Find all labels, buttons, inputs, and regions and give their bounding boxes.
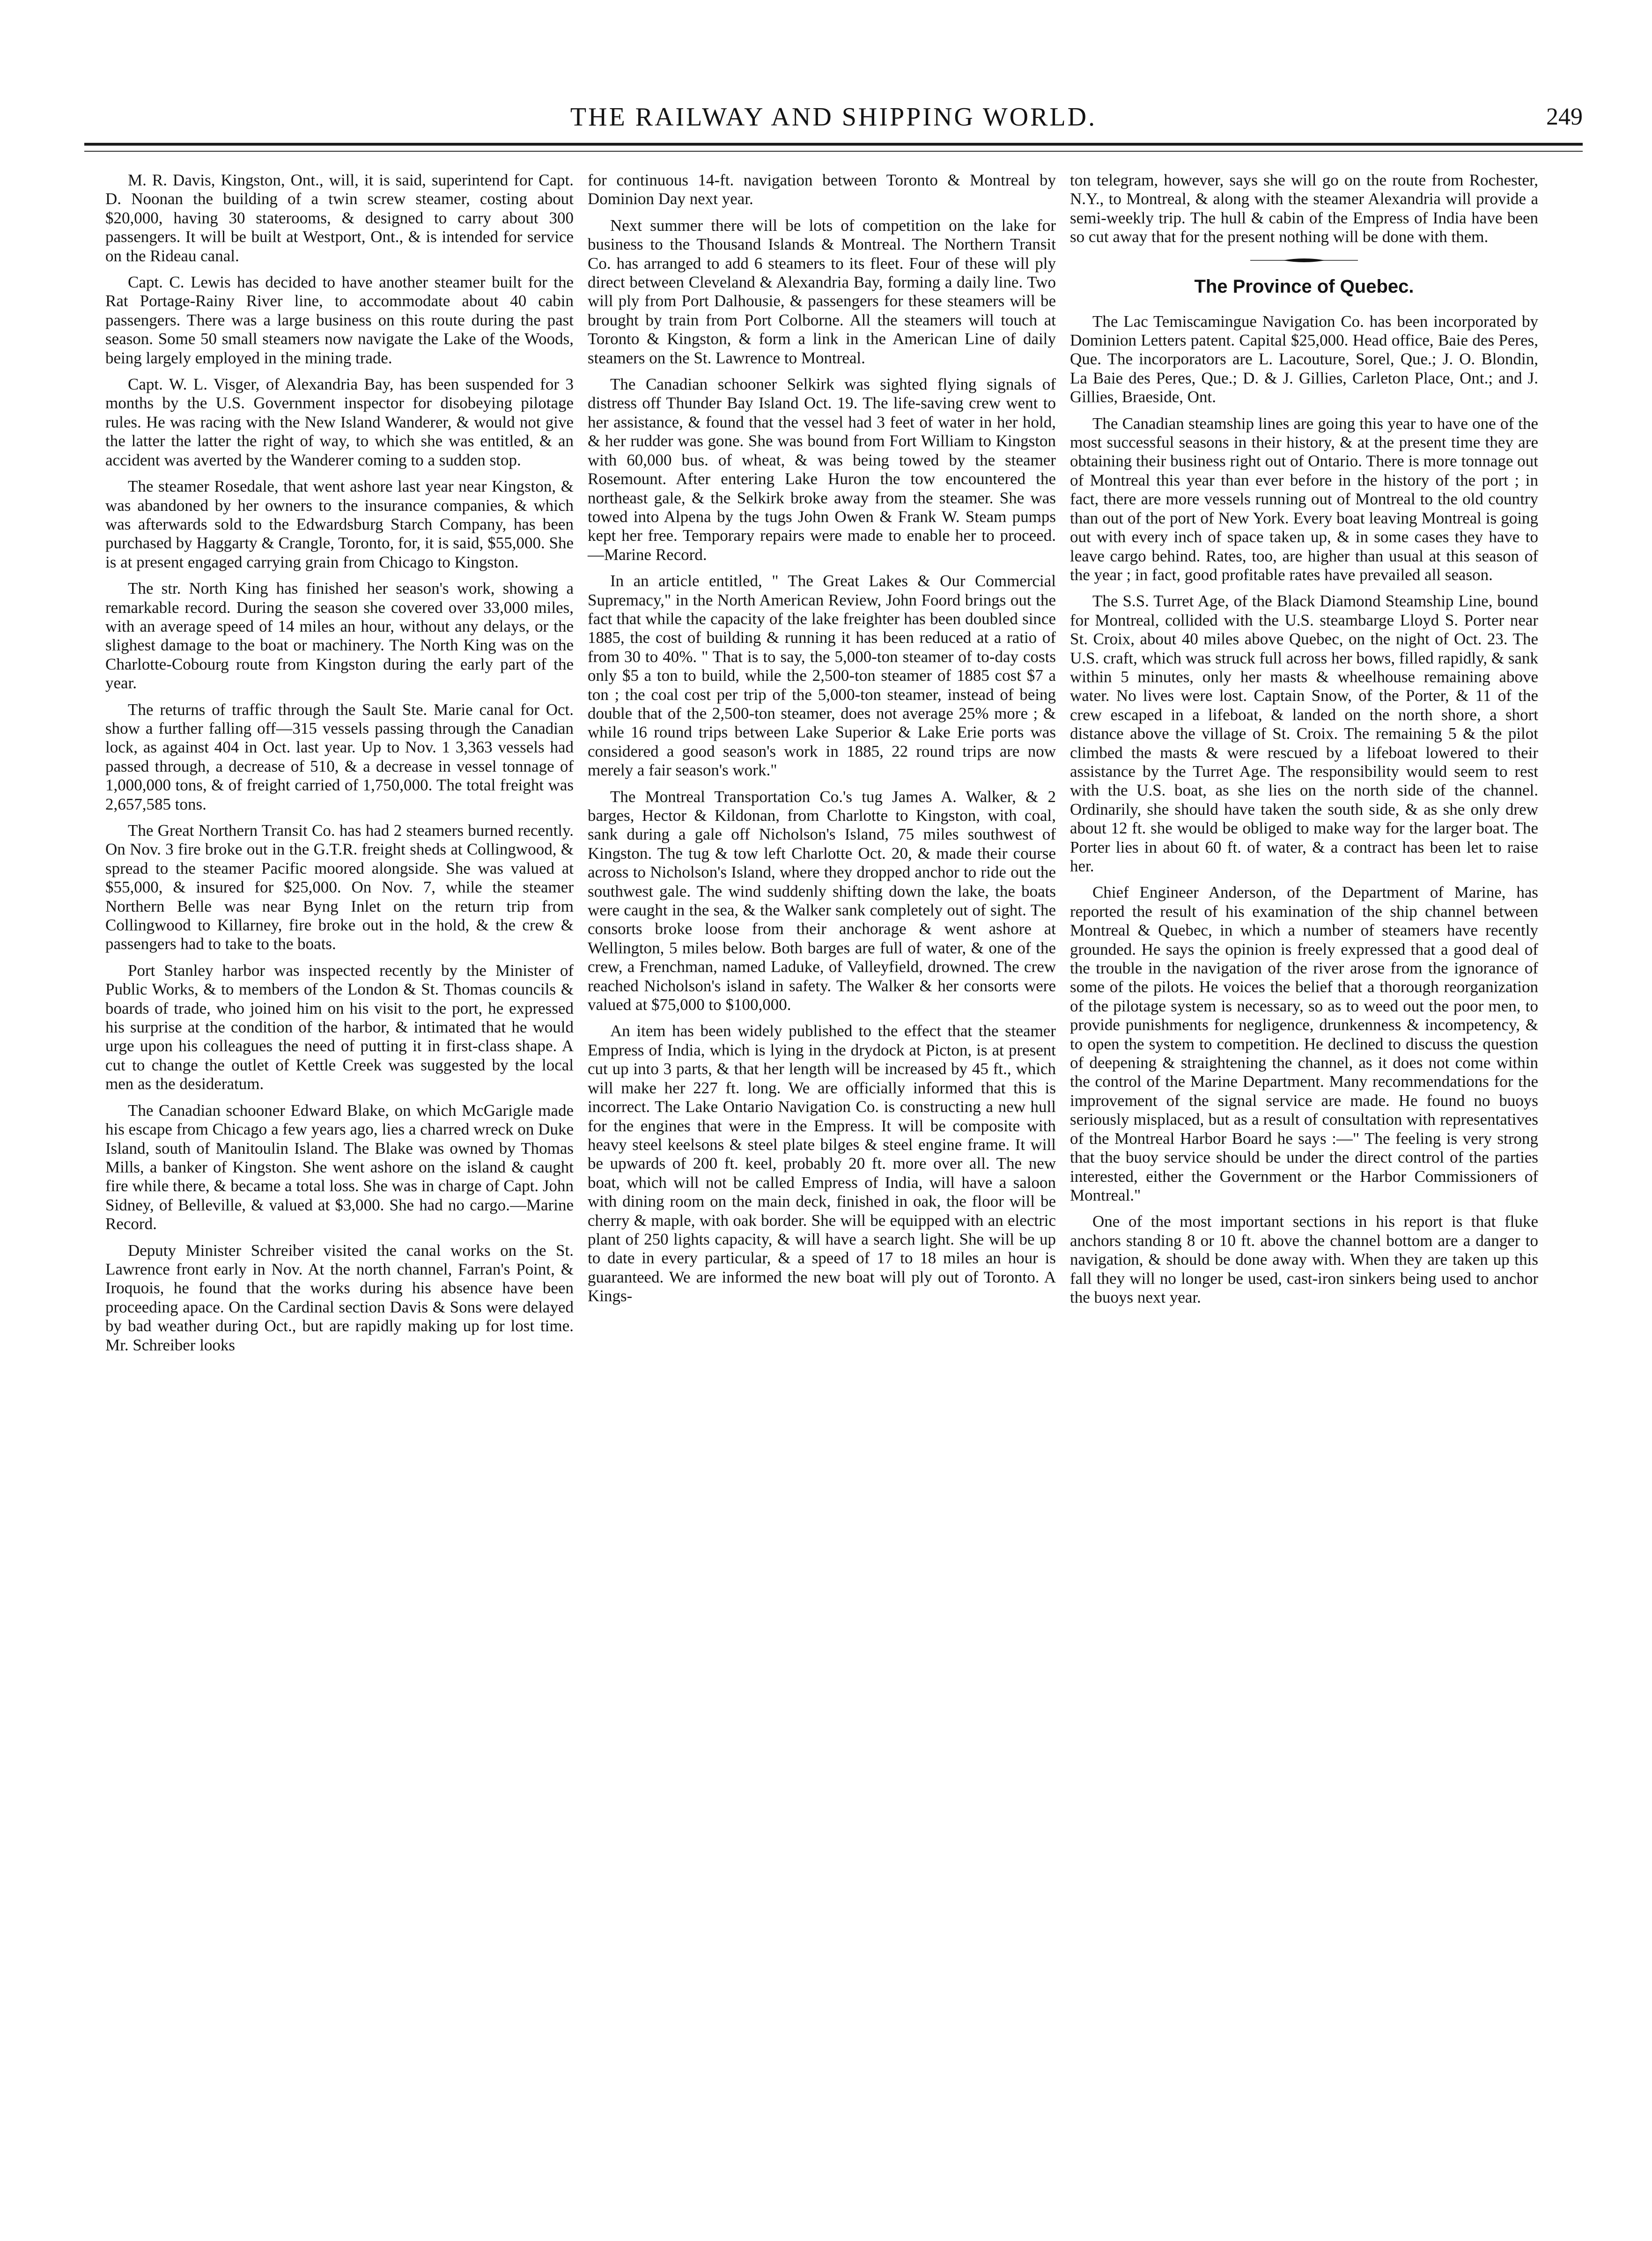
article-paragraph: Port Stanley harbor was inspected recently by the Minister of Public Works, & to members of the London & St. Thomas councils & boards of trade, who joined him on his visit to the port, he expressed his surprise at the condition of the harbor, & intimated that he would urge upon his colleagues the need of putting it in first-class shape. A cut to change the outlet of Kettle Creek was suggested by the local men as the desideratum. — [105, 961, 574, 1093]
article-paragraph: The Lac Temiscamingue Navigation Co. has been incorporated by Dominion Letters patent. Capital $25,000. Head office, Baie des Peres, Que. The incorporators are L. Lacouture, Sorel, Que.; J. O. Blondin, La Baie des Peres, Que.; D. & J. Gillies, Carleton Place, Ont.; and J. Gillies, Braeside, Ont. — [1070, 312, 1538, 406]
article-paragraph: Chief Engineer Anderson, of the Department of Marine, has reported the result of his examination of the ship channel between Montreal & Quebec, in which a number of steamers have recently grounded. He says the opinion is freely expressed that a good deal of the trouble in the navigation of the river arose from the ignorance of some of the pilots. He voices the belief that a thorough reorganization of the pilotage system is necessary, so as to weed out the poor men, to provide punishments for negligence, drunkenness & incompetency, & to open the system to competition. He declined to discuss the question of deepening & straightening the channel, as it does not come within the control of the Marine Department. Many recommendations for the improvement of the signal service are made. He found no buoys seriously misplaced, but as a result of consultation with representatives of the Montreal Harbor Board he says :—" The feeling is very strong that the buoy service should be under the direct control of the parties interested, either the Government or the Harbor Commissioners of Montreal." — [1070, 883, 1538, 1204]
header-rule-thick — [84, 143, 1583, 146]
article-paragraph: An item has been widely published to the effect that the steamer Empress of India, which is lying in the drydock at Picton, is at present cut up into 3 parts, & that her length will be increased by 45 ft., which will make her 227 ft. long. We are officially informed that this is incorrect. The Lake Ontario Navigation Co. is constructing a new hull for the engines that were in the Empress. It will be composite with heavy steel keelsons & steel plate bilges & steel engine frame. It will be upwards of 200 ft. keel, probably 20 ft. more over all. The new boat, which will not be called Empress of India, will have a saloon with dining room on the main deck, finished in oak, the floor will be cherry & maple, with oak border. She will be equipped with an electric plant of 250 lights capacity, & will have a search light. She will be up to date in every particular, & a speed of 17 to 18 miles an hour is guaranteed. We are informed the new boat will ply out of Toronto. A Kings- — [588, 1022, 1056, 1305]
article-paragraph: Capt. W. L. Visger, of Alexandria Bay, has been suspended for 3 months by the U.S. Government inspector for disobeying pilotage rules. He was racing with the New Island Wanderer, & would not give the latter the latter the right of way, to which she was entitled, & an accident was averted by the Wanderer coming to a sudden stop. — [105, 375, 574, 469]
header-rule-thin — [84, 151, 1583, 152]
page-number: 249 — [1546, 103, 1583, 130]
column-2 — [588, 171, 1056, 1313]
column-1 — [105, 171, 574, 1362]
article-paragraph: In an article entitled, " The Great Lakes & Our Commercial Supremacy," in the North American Review, John Foord brings out the fact that while the capacity of the lake freighter has been doubled since 1885, the cost of building & running it has been reduced at a ratio of from 30 to 40%. " That is to say, the 5,000-ton steamer of to-day costs only $5 a ton to build, while the 2,500-ton steamer of 1885 cost $7 a ton ; the coal cost per trip of the 5,000-ton steamer, instead of being double that of the 2,500-ton steamer, does not average 25% more ; & while 16 round trips between Lake Superior & Lake Erie ports was considered a good season's work in 1885, 22 round trips are now merely a fair season's work." — [588, 572, 1056, 780]
article-paragraph: The steamer Rosedale, that went ashore last year near Kingston, & was abandoned by her owners to the insurance companies, & which was afterwards sold to the Edwardsburg Starch Company, has been purchased by Haggarty & Crangle, Toronto, for, it is said, $55,000. She is at present engaged carrying grain from Chicago to Kingston. — [105, 477, 574, 571]
article-paragraph: M. R. Davis, Kingston, Ont., will, it is said, superintend for Capt. D. Noonan the building of a twin screw steamer, costing about $20,000, having 30 staterooms, & designed to carry about 300 passengers. It will be built at Westport, Ont., & is intended for service on the Rideau canal. — [105, 171, 574, 265]
masthead — [84, 101, 1583, 138]
article-paragraph-continued: for continuous 14-ft. navigation between Toronto & Montreal by Dominion Day next year. — [588, 171, 1056, 208]
article-paragraph: Next summer there will be lots of competition on the lake for business to the Thousand Islands & Montreal. The Northern Transit Co. has arranged to add 6 steamers to its fleet. Four of these will ply direct between Cleveland & Alexandria Bay, forming a daily line. Two will ply from Port Dalhousie, & passengers for these steamers will be brought by train from Port Colborne. All the steamers will touch at Toronto & Kingston, & form a link in the American Line of daily steamers on the St. Lawrence to Montreal. — [588, 216, 1056, 367]
article-paragraph: The S.S. Turret Age, of the Black Diamond Steamship Line, bound for Montreal, collided with the U.S. steambarge Lloyd S. Porter near St. Croix, about 40 miles above Quebec, on the night of Oct. 23. The U.S. craft, which was struck full across her bows, filled rapidly, & sank within 5 minutes, only her masts & wheelhouse remaining above water. No lives were lost. Captain Snow, of the Porter, & 11 of the crew escaped in a lifeboat, & landed on the north shore, a short distance above the village of St. Croix. The remaining 5 & the pilot climbed the masts & were rescued by a lifeboat lowered to their assistance by the Turret Age. The responsibility would seem to rest with the U.S. boat, as she lies on the north side of the channel. Ordinarily, she should have taken the south side, & as she only drew about 12 ft. she would be obliged to make way for the larger boat. The Porter lies in about 60 ft. of water, & a contract has been let to raise her. — [1070, 592, 1538, 875]
article-paragraph: Deputy Minister Schreiber visited the canal works on the St. Lawrence front early in Nov. At the north channel, Farran's Point, & Iroquois, he found that the works during his absence have been proceeding apace. On the Cardinal section Davis & Sons were delayed by bad weather during Oct., but are rapidly making up for lost time. Mr. Schreiber looks — [105, 1241, 574, 1354]
section-divider-ornament — [1250, 258, 1358, 263]
article-paragraph: The Canadian schooner Edward Blake, on which McGarigle made his escape from Chicago a few years ago, lies a charred wreck on Duke Island, south of Manitoulin Island. The Blake was owned by Thomas Mills, a banker of Kingston. She went ashore on the island & caught fire while there, & became a total loss. She was in charge of Capt. John Sidney, of Belleville, & valued at $3,000. She had no cargo.—Marine Record. — [105, 1101, 574, 1233]
article-paragraph: The str. North King has finished her season's work, showing a remarkable record. During the season she covered over 33,000 miles, with an average speed of 14 miles an hour, without any delays, or the slighest damage to the boat or machinery. The North King was on the Charlotte-Cobourg route from Kingston during the early part of the year. — [105, 579, 574, 693]
column-3 — [1070, 171, 1538, 1314]
article-paragraph: One of the most important sections in his report is that fluke anchors standing 8 or 10 ft. above the channel bottom are a danger to navigation, & should be done away with. When they are taken up this fall they will no longer be used, cast-iron sinkers being used to anchor the buoys next year. — [1070, 1212, 1538, 1306]
article-paragraph: Capt. C. Lewis has decided to have another steamer built for the Rat Portage-Rainy River line, to accommodate about 40 cabin passengers. There was a large business on this route during the past season. Some 50 small steamers now navigate the Lake of the Woods, being largely employed in the mining trade. — [105, 273, 574, 367]
article-paragraph: The returns of traffic through the Sault Ste. Marie canal for Oct. show a further falling off—315 vessels passing through the Canadian lock, as against 404 in Oct. last year. Up to Nov. 1 3,363 vessels had passed through, a decrease of 510, & a decrease in vessel tonnage of 1,000,000 tons, & of freight carried of 1,750,000. The total freight was 2,657,585 tons. — [105, 700, 574, 813]
article-paragraph: The Canadian schooner Selkirk was sighted flying signals of distress off Thunder Bay Island Oct. 19. The life-saving crew went to her assistance, & found that the vessel had 3 feet of water in her hold, & her rudder was gone. She was bound from Fort William to Kingston with 60,000 bus. of wheat, & was being towed by the steamer Rosemount. After entering Lake Huron the tow encountered the northeast gale, & the Selkirk broke away from the steamer. She was towed into Alpena by the tugs John Owen & Frank W. Steam pumps kept her free. Temporary repairs were made to enable her to proceed.—Marine Record. — [588, 375, 1056, 564]
article-paragraph-continued: ton telegram, however, says she will go on the route from Rochester, N.Y., to Montreal, & along with the steamer Alexandria will provide a semi-weekly trip. The hull & cabin of the Empress of India have been so cut away that for the present nothing will be done with them. — [1070, 171, 1538, 246]
publication-title: THE RAILWAY AND SHIPPING WORLD. — [570, 103, 1097, 132]
article-paragraph: The Great Northern Transit Co. has had 2 steamers burned recently. On Nov. 3 fire broke out in the G.T.R. freight sheds at Collingwood, & spread to the steamer Pacific moored alongside. She was valued at $55,000, & insured for $25,000. On Nov. 7, while the steamer Northern Belle was near Byng Inlet on the return trip from Collingwood to Killarney, fire broke out in the hold, & the crew & passengers had to take to the boats. — [105, 821, 574, 953]
article-paragraph: The Canadian steamship lines are going this year to have one of the most successful seasons in their history, & at the present time they are obtaining their business right out of Ontario. There is more tonnage out of Montreal this year than ever before in the history of the port ; in fact, there are more vessels running out of Montreal to the old country than out of the port of New York. Every boat leaving Montreal is going out with every inch of space taken up, & in some cases they have to leave cargo behind. Rates, too, are higher than usual at this season of the year ; in fact, good profitable rates have prevailed all season. — [1070, 414, 1538, 584]
article-paragraph: The Montreal Transportation Co.'s tug James A. Walker, & 2 barges, Hector & Kildonan, from Charlotte to Kingston, with coal, sank during a gale off Nicholson's Island, 75 miles southwest of Kingston. The tug & tow left Charlotte Oct. 20, & made their course across to Nicholson's Island, where they dropped anchor to ride out the southwest gale. The wind suddenly shifting down the lake, the boats were caught in the sea, & the Walker sank completely out of sight. The consorts broke loose from their anchorage & went ashore at Wellington, 5 miles below. Both barges are full of water, & one of the crew, a Frenchman, named Laduke, of Valleyfield, drowned. The crew reached Nicholson's island in safety. The Walker & her consorts were valued at $75,000 to $100,000. — [588, 787, 1056, 1014]
section-heading: The Province of Quebec. — [1194, 276, 1414, 297]
